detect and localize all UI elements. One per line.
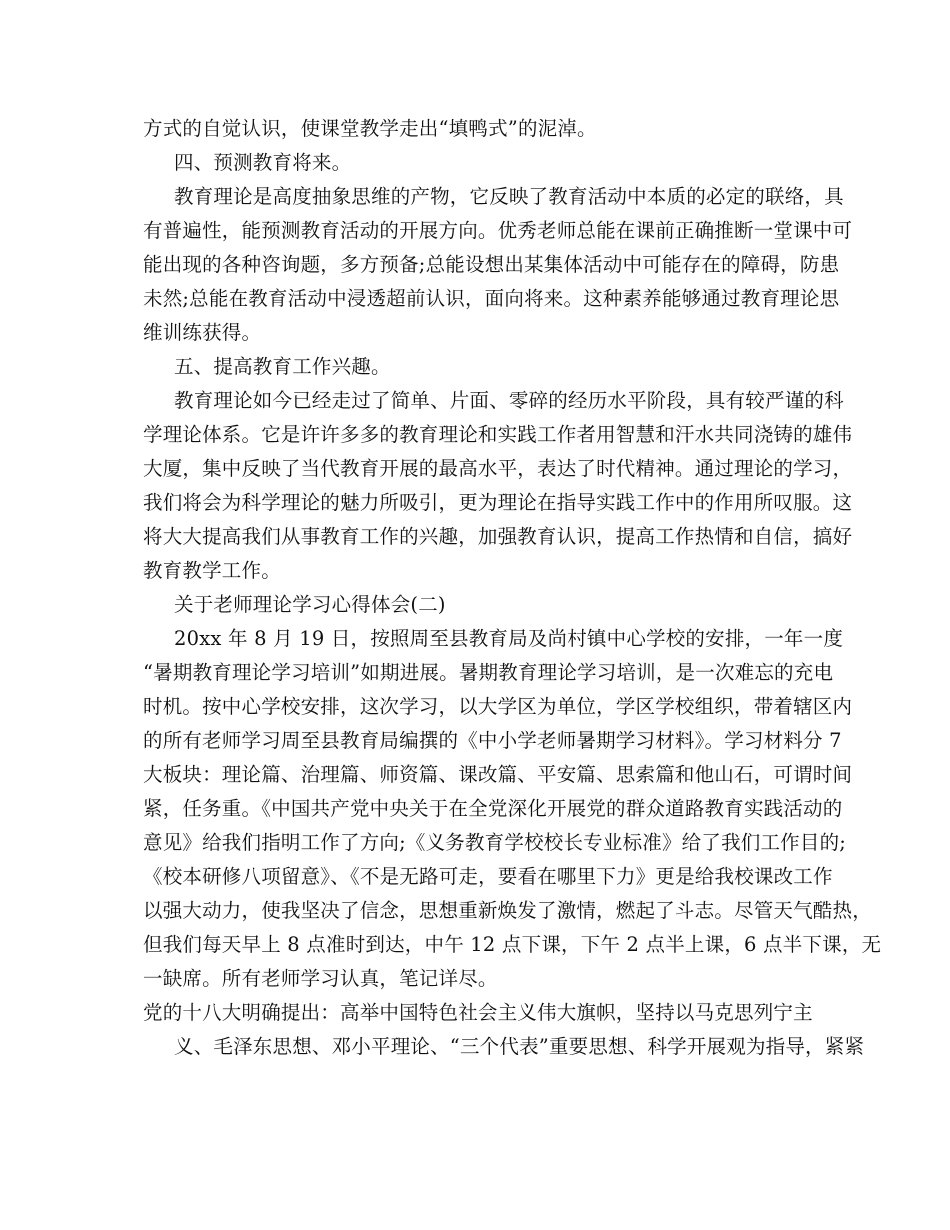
text-line: 方式的自觉认识，使课堂教学走出“填鸭式”的泥淖。 [143, 117, 597, 140]
text-line: 意见》给我们指明工作了方向;《义务教育学校校长专业标准》给了我们工作目的; [143, 831, 847, 854]
section-heading: 五、提高教育工作兴趣。 [174, 355, 391, 378]
text-line: 紧，任务重。《中国共产党中央关于在全党深化开展党的群众道路教育实践活动的 [143, 797, 843, 820]
text-line: “暑期教育理论学习培训”如期进展。暑期教育理论学习培训，是一次难忘的充电 [143, 661, 834, 684]
text-line: 维训练获得。 [143, 321, 262, 344]
text-line: 义、毛泽东思想、邓小平理论、“三个代表”重要思想、科学开展观为指导，紧紧 [174, 1035, 865, 1058]
text-line: 一缺席。所有老师学习认真，笔记详尽。 [143, 967, 498, 990]
text-line: 时机。按中心学校安排，这次学习，以大学区为单位，学区学校组织，带着辖区内 [143, 695, 853, 718]
text-line: 党的十八大明确提出：高举中国特色社会主义伟大旗帜，坚持以马克思列宁主 [143, 1001, 813, 1024]
text-line: 将大大提高我们从事教育工作的兴趣，加强教育认识，提高工作热情和自信，搞好 [143, 525, 853, 548]
text-line: 的所有老师学习周至县教育局编撰的《中小学老师暑期学习材料》。学习材料分 7 [143, 729, 842, 752]
text-line: 以强大动力，使我坚决了信念，思想重新焕发了激情，燃起了斗志。尽管天气酷热， [143, 899, 872, 922]
section-heading: 四、预测教育将来。 [174, 151, 352, 174]
text-line: 未然;总能在教育活动中浸透超前认识，面向将来。这种素养能够通过教育理论思 [143, 287, 840, 310]
text-line: 大板块：理论篇、治理篇、师资篇、课改篇、平安篇、思索篇和他山石，可谓时间 [143, 763, 853, 786]
text-line: 学理论体系。它是许许多多的教育理论和实践工作者用智慧和汗水共同浇铸的雄伟 [143, 423, 853, 446]
text-line: 大厦，集中反映了当代教育开展的最高水平，表达了时代精神。通过理论的学习， [143, 457, 853, 480]
text-line: 《校本研修八项留意》、《不是无路可走，要看在哪里下力》更是给我校课改工作 [143, 865, 833, 888]
text-line: 有普遍性，能预测教育活动的开展方向。优秀老师总能在课前正确推断一堂课中可 [143, 219, 853, 242]
article-subtitle: 关于老师理论学习心得体会(二) [174, 593, 446, 616]
text-line: 教育理论是高度抽象思维的产物，它反映了教育活动中本质的必定的联络，具 [174, 185, 844, 208]
text-line: 20xx 年 8 月 19 日，按照周至县教育局及尚村镇中心学校的安排，一年一度 [174, 627, 844, 650]
text-line: 我们将会为科学理论的魅力所吸引，更为理论在指导实践工作中的作用所叹服。这 [143, 491, 853, 514]
text-line: 但我们每天早上 8 点准时到达，中午 12 点下课，下午 2 点半上课，6 点半下课，无 [143, 933, 882, 956]
text-line: 教育教学工作。 [143, 559, 281, 582]
text-line: 能出现的各种咨询题，多方预备;总能设想出某集体活动中可能存在的障碍，防患 [143, 253, 840, 276]
text-line: 教育理论如今已经走过了简单、片面、零碎的经历水平阶段，具有较严谨的科 [174, 389, 844, 412]
